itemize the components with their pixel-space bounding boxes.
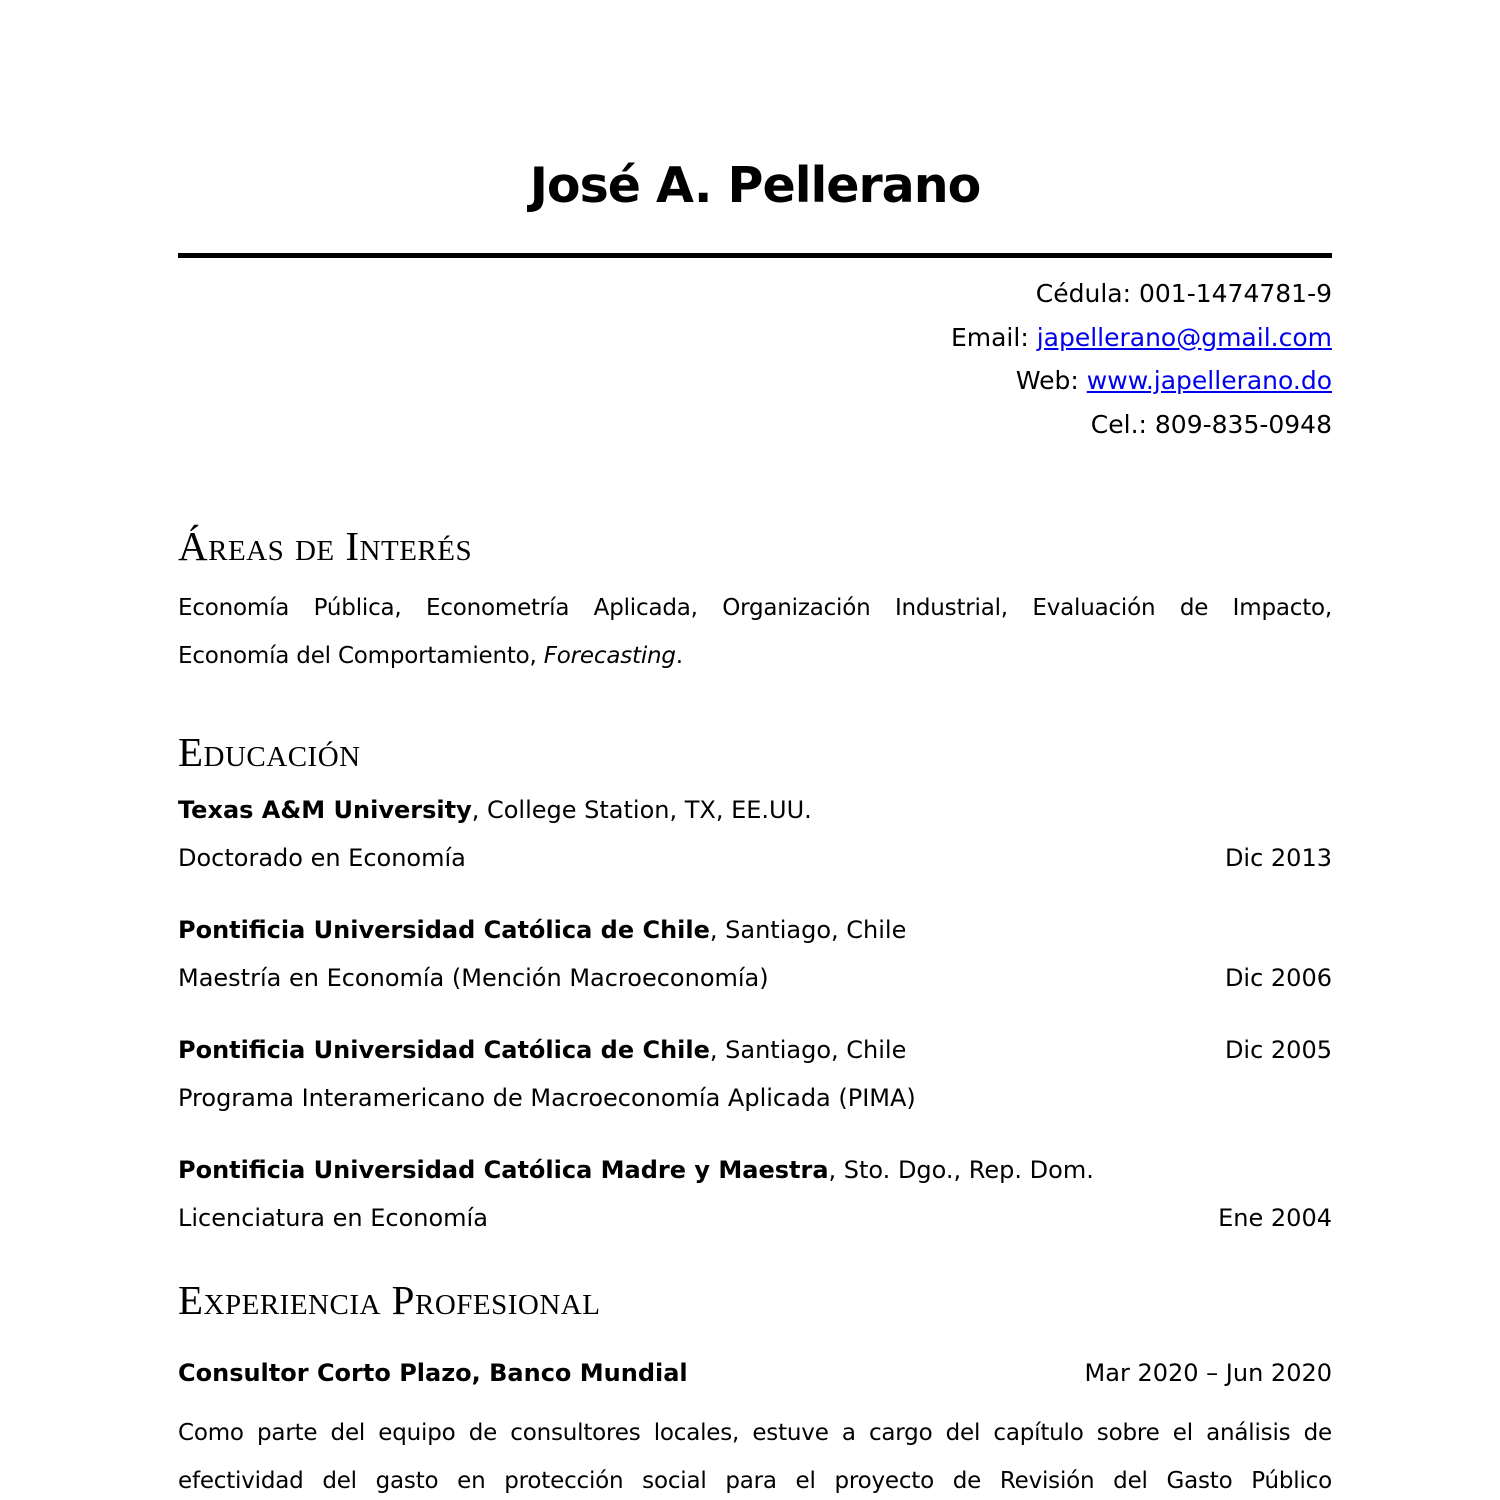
contact-line-cedula [178,272,1332,316]
education-entry-line2 [178,834,1332,882]
degree-name: Licenciatura en Economía [178,1204,488,1232]
cv-content [178,0,1332,1500]
institution-name: Texas A&M University [178,796,472,824]
education-entry-line2 [178,954,1332,1002]
cedula-value: 001-1474781-9 [1138,279,1332,308]
experience-date-range: Mar 2020 – Jun 2020 [1084,1359,1332,1387]
education-entry [178,1146,1332,1242]
institution-name: Pontificia Universidad Católica de Chile [178,1036,710,1064]
experience-description-line-1: Como parte del equipo de consultores locales, estuve a cargo del capítulo sobre el análisis de [178,1420,1332,1446]
education-entry [178,1026,1332,1122]
education-entry-line1 [178,906,1332,954]
education-entry [178,786,1332,882]
contact-line-web [178,359,1332,403]
page-title: José A. Pellerano [529,157,981,214]
institution-line [178,906,906,954]
areas-line-2-period: . [675,643,683,669]
website-link[interactable]: www.japellerano.do [1086,366,1332,395]
education-entry-line1 [178,786,1332,834]
experience-description [178,1409,1332,1500]
areas-line-2-italic: Forecasting [543,643,676,669]
section-heading-areas-de-interes: Áreas de Interés [178,523,473,569]
education-entry-line2 [178,1194,1332,1242]
education-entry-line2 [178,1074,1332,1122]
email-label: Email: [950,322,1037,352]
institution-location: , Santiago, Chile [709,916,907,944]
role-title: Consultor Corto Plazo, Banco Mundial [178,1359,688,1387]
areas-line-1: Economía Pública, Econometría Aplicada, Organización Industrial, Evaluación de Impacto, [178,595,1332,621]
cel-value: 809-835-0948 [1154,409,1332,439]
institution-line [178,1146,1094,1194]
experience-role-line [178,1349,1332,1397]
areas-paragraph [178,584,1332,680]
title-divider [178,253,1332,258]
degree-name: Doctorado en Economía [178,844,466,872]
areas-line-2-text: Economía del Comportamiento, [178,643,544,669]
education-entry-line1 [178,1026,1332,1074]
experience-entry [178,1349,1332,1500]
degree-name: Maestría en Economía (Mención Macroeconomía) [178,964,769,992]
contact-block [178,272,1332,446]
contact-line-cel [178,403,1332,447]
institution-location: , Santiago, Chile [709,1036,907,1064]
institution-name: Pontificia Universidad Católica Madre y Maestra [178,1156,829,1184]
areas-line-2 [178,632,1332,680]
contact-line-email [178,316,1332,360]
institution-name: Pontificia Universidad Católica de Chile [178,916,710,944]
section-heading-educacion: Educación [178,729,361,775]
degree-name: Programa Interamericano de Macroeconomía Aplicada (PIMA) [178,1084,916,1112]
cedula-label: Cédula: [1035,279,1139,308]
section-heading-experiencia-profesional: Experiencia Profesional [178,1277,601,1323]
email-link[interactable]: japellerano@gmail.com [1036,322,1332,352]
institution-location: , Sto. Dgo., Rep. Dom. [828,1156,1094,1184]
education-date: Dic 2005 [1224,1036,1332,1064]
education-entry-line1 [178,1146,1332,1194]
education-date: Ene 2004 [1218,1204,1332,1232]
institution-location: , College Station, TX, EE.UU. [471,796,812,824]
education-entry [178,906,1332,1002]
cel-label: Cel.: [1090,409,1155,439]
education-date: Dic 2006 [1224,964,1332,992]
web-label: Web: [1015,366,1087,395]
institution-line [178,786,812,834]
experience-description-line-2: efectividad del gasto en protección social para el proyecto de Revisión del Gasto Público [178,1468,1332,1494]
education-date: Dic 2013 [1224,844,1332,872]
institution-line [178,1026,906,1074]
